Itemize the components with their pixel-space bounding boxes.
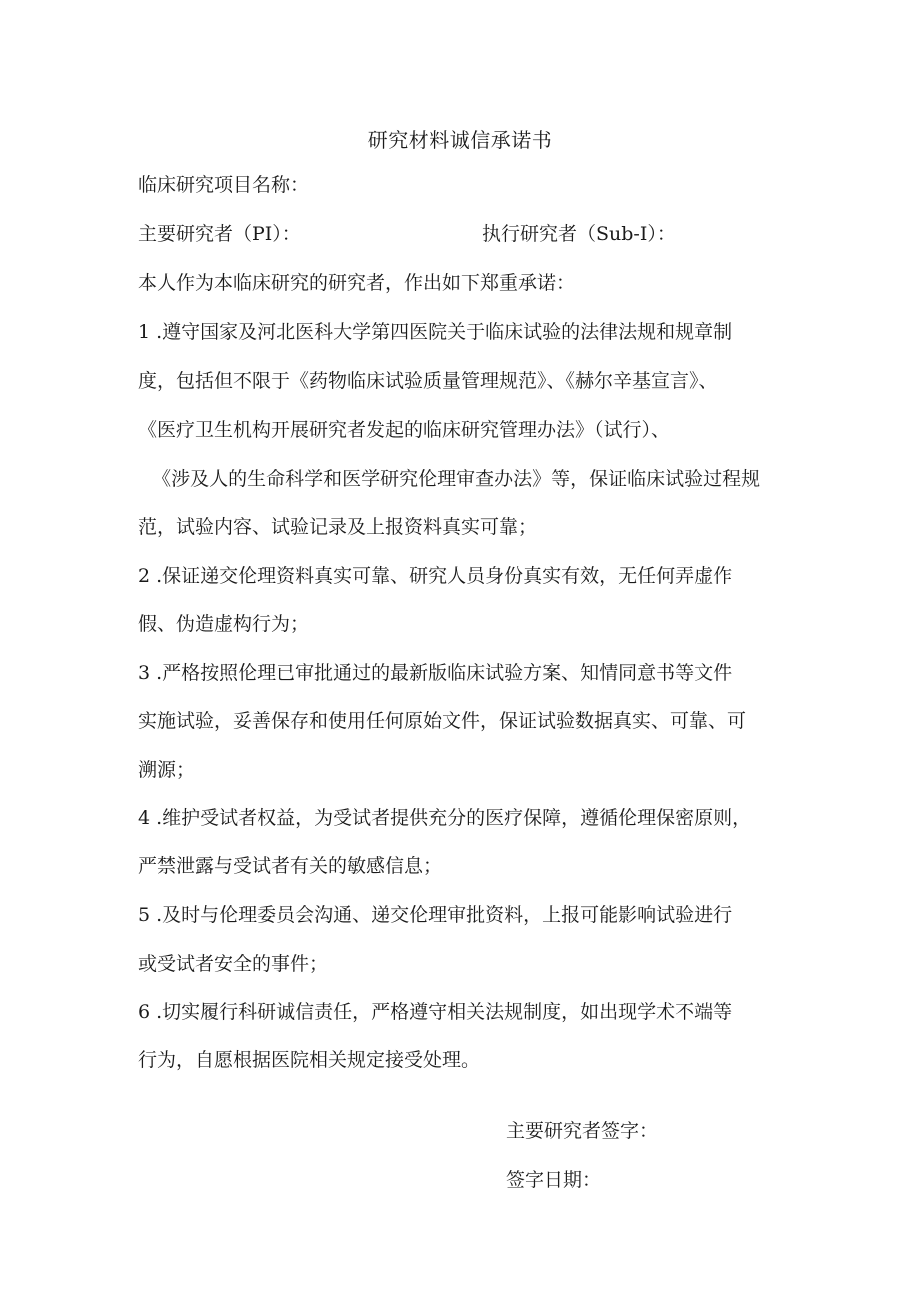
commitment-6-line-1: 6 .切实履行科研诚信责任，严格遵守相关法规制度，如出现学术不端等 [138, 1001, 733, 1023]
commitment-3-line-1: 3 .严格按照伦理已审批通过的最新版临床试验方案、知情同意书等文件 [138, 662, 733, 684]
commitment-1-line-3: 《医疗卫生机构开展研究者发起的临床研究管理办法》（试行）、 [138, 419, 671, 441]
commitment-5-line-1: 5 .及时与伦理委员会沟通、递交伦理审批资料，上报可能影响试验进行 [138, 904, 733, 926]
commitment-1-line-1: 1 .遵守国家及河北医科大学第四医院关于临床试验的法律法规和规章制 [138, 321, 733, 343]
commitment-6-line-2: 行为，自愿根据医院相关规定接受处理。 [138, 1049, 481, 1071]
commitment-2-line-2: 假、伪造虚构行为； [138, 613, 310, 635]
commitment-4-line-1: 4 .维护受试者权益，为受试者提供充分的医疗保障，遵循伦理保密原则， [138, 807, 752, 829]
commitment-1-line-2: 度，包括但不限于《药物临床试验质量管理规范》、《赫尔辛基宣言》、 [138, 370, 718, 392]
subi-label: 执行研究者（Sub-I）： [482, 223, 676, 245]
signature-date-label: 签字日期： [506, 1169, 602, 1191]
signature-label: 主要研究者签字： [506, 1120, 659, 1142]
commitment-1-line-4: 《涉及人的生命科学和医学研究伦理审查办法》等，保证临床试验过程规 [140, 468, 761, 490]
document-title: 研究材料诚信承诺书 [367, 128, 553, 152]
commitment-4-line-2: 严禁泄露与受试者有关的敏感信息； [138, 855, 443, 877]
commitment-1-line-5: 范，试验内容、试验记录及上报资料真实可靠； [138, 516, 538, 538]
pi-label: 主要研究者（PI）： [138, 223, 301, 245]
intro-text: 本人作为本临床研究的研究者，作出如下郑重承诺： [138, 272, 576, 294]
commitment-3-line-2: 实施试验，妥善保存和使用任何原始文件，保证试验数据真实、可靠、可 [138, 710, 747, 732]
project-name-label: 临床研究项目名称： [138, 174, 310, 196]
commitment-2-line-1: 2 .保证递交伦理资料真实可靠、研究人员身份真实有效，无任何弄虚作 [138, 565, 733, 587]
commitment-3-line-3: 溯源； [138, 759, 196, 781]
commitment-5-line-2: 或受试者安全的事件； [138, 953, 329, 975]
